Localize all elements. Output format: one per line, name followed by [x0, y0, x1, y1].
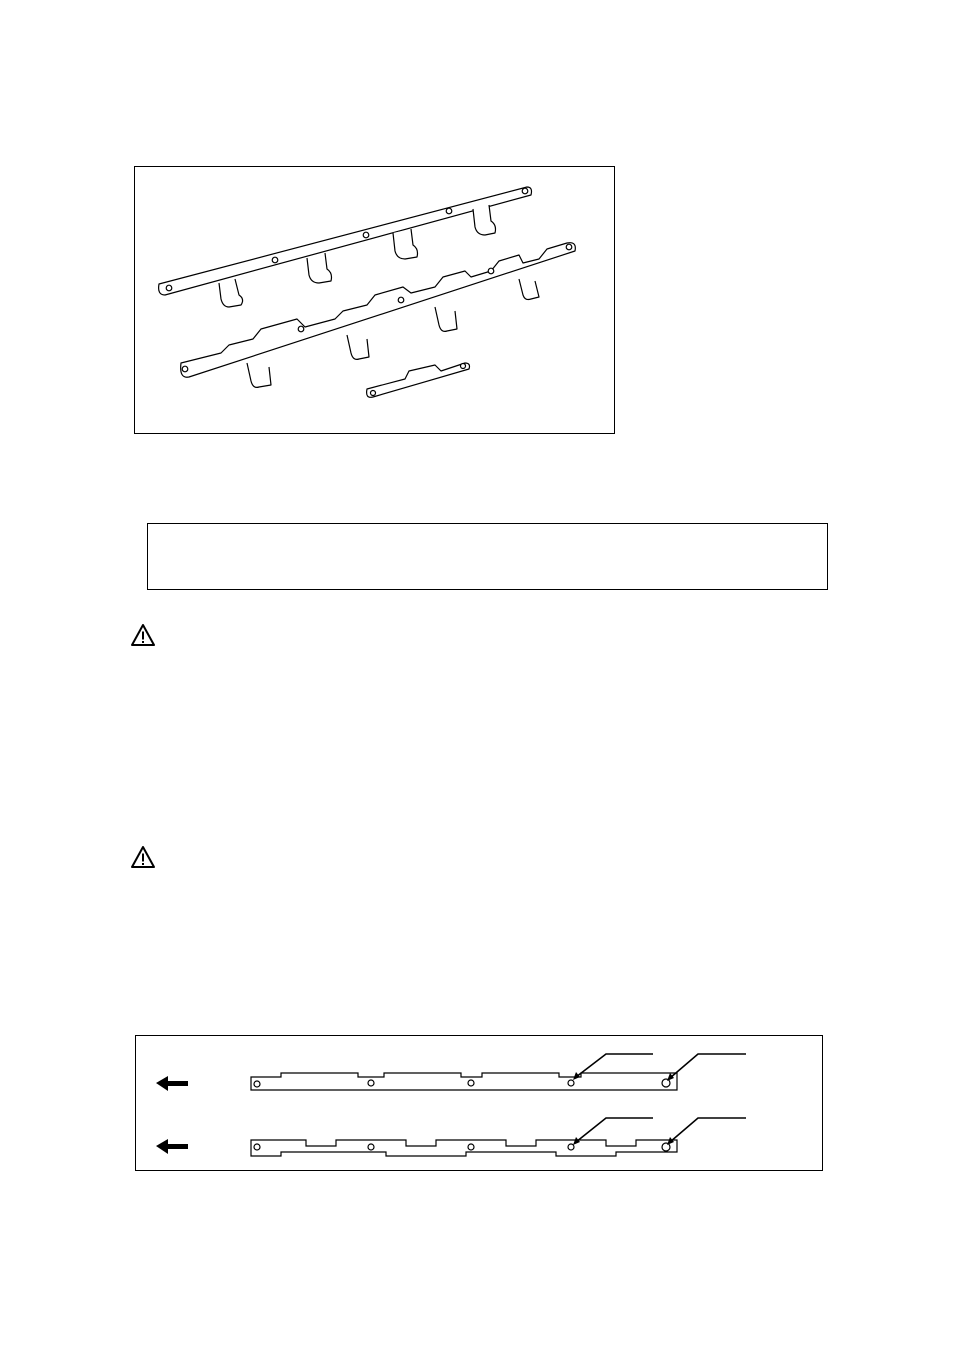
warning-triangle-icon [130, 845, 156, 869]
notice-box [147, 523, 828, 590]
upper-gasket-strip [251, 1073, 677, 1090]
arrow-left-icon [156, 1076, 188, 1091]
warning-triangle-icon [130, 623, 156, 647]
rail-gasket-orientation-diagram [136, 1036, 821, 1169]
orientation-diagram-frame [135, 1035, 823, 1171]
rail-gasket-parts-illustration [135, 167, 613, 432]
parts-illustration-frame [134, 166, 615, 434]
arrow-left-icon [156, 1139, 188, 1154]
lower-gasket-strip [251, 1140, 677, 1156]
